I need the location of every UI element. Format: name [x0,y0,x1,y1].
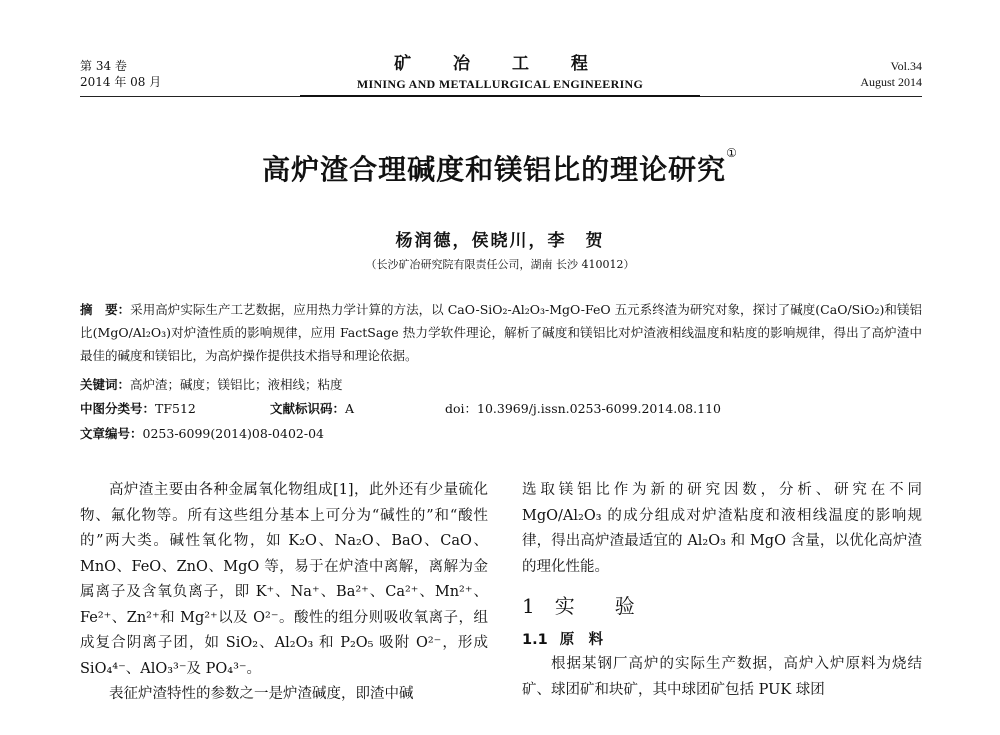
classification-label: 中图分类号： [80,401,156,416]
section-title-part: 实 [554,594,575,618]
article-number-value: 0253-6099(2014)08-0402-04 [142,426,324,441]
keywords [80,375,343,395]
doc-code-value: A [345,401,355,416]
abstract-label: 摘 要： [80,302,131,317]
header-rule-center [300,95,700,97]
subsection-number: 1.1 [522,632,548,648]
doc-code-label: 文献标识码： [270,401,346,416]
paragraph: 表征炉渣特性的参数之一是炉渣碱度，即渣中碱 [109,686,414,702]
paragraph: 高炉渣主要由各种金属氧化物组成[1]，此外还有少量硫化物、氟化物等。所有这些组分基本上可分为“碱性的”和“酸性的”两大类。碱性氧化物，如 K₂O、Na₂O、BaO、CaO、MnO、FeO、ZnO、MgO 等，易于在炉渣中离解，离解为金属离子及含氧负离子，即 K⁺、Na⁺、Ba²⁺、Ca²⁺、Mn²⁺、Fe²⁺、Zn²⁺和 Mg²⁺以及 O²⁻。酸性的组分则吸收氧离子，组成复合阴离子团，如 SiO₂、Al₂O₃ 和 P₂O₅ 吸附 O²⁻，形成 SiO₄⁴⁻、AlO₃³⁻及 PO₄³⁻。 [80,482,488,677]
header-center [300,54,700,92]
abstract [80,298,922,367]
header-left [80,58,161,90]
article-number [80,424,324,444]
section-number: 1 [522,594,535,618]
subsection-title: 原 料 [559,632,604,648]
classification-value: TF512 [155,401,196,416]
keywords-label: 关键词： [80,377,131,392]
header-right [860,58,922,90]
classification-row [80,399,922,419]
paper-title [0,148,1000,188]
title-footnote-mark: ① [726,146,738,160]
header-rule-left [80,96,300,97]
subsection-heading-1-1 [522,628,922,652]
volume-cn: 第 34 卷 [80,59,127,73]
date-cn: 2014 年 08 月 [80,75,162,89]
body-left-column [80,478,488,708]
keywords-text: 高炉渣；碱度；镁铝比；液相线；粘度 [130,377,343,392]
paragraph: 选取镁铝比作为新的研究因数，分析、研究在不同 MgO/Al₂O₃ 的成分组成对炉渣粘度和液相线温度的影响规律，得出高炉渣最适宜的 Al₂O₃ 和 MgO 含量，以优化高炉渣的理化性能。 [522,482,922,575]
paper-title-text: 高炉渣合理碱度和镁铝比的理论研究 [262,153,727,186]
paragraph: 根据某钢厂高炉的实际生产数据，高炉入炉原料为烧结矿、球团矿和块矿，其中球团矿包括 PUK 球团 [522,656,922,698]
doi[interactable]: doi：10.3969/j.issn.0253-6099.2014.08.110 [445,401,721,416]
body-right-column [522,478,922,703]
header-rule-right [700,96,922,97]
section-heading-1 [522,592,922,620]
authors: 杨润德，侯晓川，李 贺 [395,231,605,251]
article-number-label: 文章编号： [80,426,143,441]
volume-en: Vol.34 [890,59,922,73]
date-en: August 2014 [860,75,922,89]
affiliation: （长沙矿冶研究院有限责任公司，湖南 长沙 410012） [365,258,635,271]
section-title-part: 验 [614,594,635,618]
journal-name-en: MINING AND METALLURGICAL ENGINEERING [356,77,644,91]
journal-name-cn: 矿 冶 工 程 [394,54,606,74]
abstract-text: 采用高炉实际生产工艺数据，应用热力学计算的方法，以 CaO-SiO₂-Al₂O₃-MgO-FeO 五元系终渣为研究对象，探讨了碱度(CaO/SiO₂)和镁铝比(MgO/Al₂O₃)对炉渣性质的影响规律，应用 FactSage 热力学软件理论，解析了碱度和镁铝比对炉渣液相线温度和粘度的影响规律，得出了高炉渣中最佳的碱度和镁铝比，为高炉操作提供技术指导和理论依据。 [80,302,922,363]
